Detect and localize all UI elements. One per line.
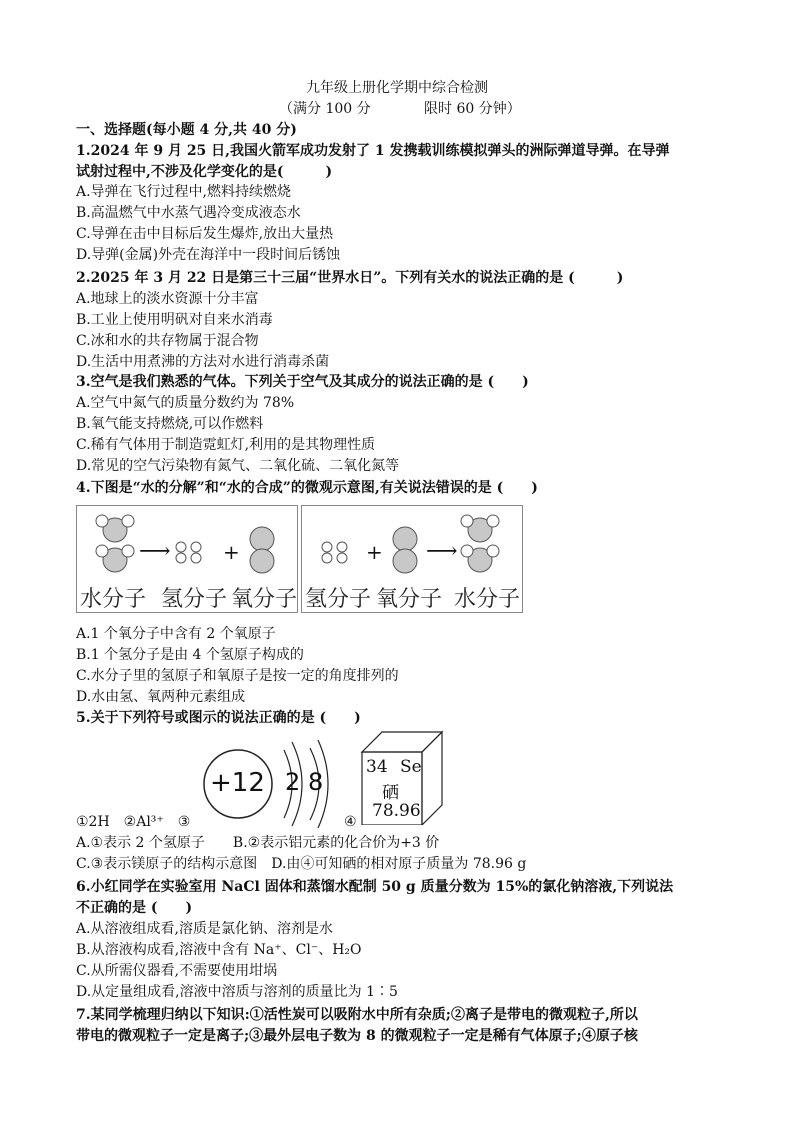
element-symbol: Se — [400, 757, 422, 777]
water-molecule-label: 水分子 — [80, 587, 147, 612]
reaction-arrow-icon: ⟶ — [426, 539, 458, 564]
q5-options-ab: A.①表示 2 个氢原子 B.②表示铝元素的化合价为+3 价 — [76, 835, 440, 851]
q2-option-d: D.生活中用煮沸的方法对水进行消毒杀菌 — [76, 354, 330, 370]
atomic-mass: 78.96 — [372, 801, 421, 821]
section-heading: 一、选择题(每小题 4 分,共 40 分) — [76, 122, 297, 138]
q3-option-b: B.氧气能支持燃烧,可以作燃料 — [76, 416, 264, 432]
synthesis-molecules — [302, 506, 522, 576]
q3-option-c: C.稀有气体用于制造霓虹灯,利用的是其物理性质 — [76, 437, 376, 453]
atom-structure-diagram — [200, 740, 340, 828]
water-decomposition-diagram — [76, 505, 298, 613]
q5-symbols: ①2H ②Al³⁺ ③ — [76, 814, 191, 830]
plus-icon: + — [223, 540, 240, 564]
exam-title: 九年级上册化学期中综合检测 — [306, 80, 488, 96]
shell-2-electrons: 8 — [308, 768, 324, 796]
hydrogen-molecule-label: 氢分子 — [305, 587, 372, 612]
q6-stem-line2: 不正确的是 ( ) — [76, 900, 193, 916]
decomposition-molecules — [77, 506, 297, 576]
q4-stem: 4.下图是“水的分解”和“水的合成”的微观示意图,有关说法错误的是 ( ) — [76, 480, 538, 496]
q1-option-b: B.高温燃气中水蒸气遇冷变成液态水 — [76, 205, 301, 221]
reaction-arrow-icon: ⟶ — [139, 539, 171, 564]
q7-line1: 7.某同学梳理归纳以下知识:①活性炭可以吸附水中所有杂质;②离子是带电的微观粒子,所以 — [76, 1007, 638, 1023]
q4-option-c: C.水分子里的氢原子和氧原子是按一定的角度排列的 — [76, 668, 399, 684]
q4-option-b: B.1 个氢分子是由 4 个氢原子构成的 — [76, 647, 304, 663]
q3-option-a: A.空气中氮气的质量分数约为 78% — [76, 395, 295, 411]
plus-icon: + — [366, 540, 383, 564]
nucleus-charge: +12 — [210, 768, 265, 798]
hydrogen-molecule-label: 氢分子 — [161, 587, 228, 612]
q4-option-d: D.水由氢、氧两种元素组成 — [76, 689, 246, 705]
oxygen-molecule-label: 氧分子 — [231, 587, 298, 612]
oxygen-molecule-label: 氧分子 — [376, 587, 443, 612]
element-name: 硒 — [382, 783, 399, 803]
score-info: （满分 100 分 — [279, 101, 371, 117]
q1-option-d: D.导弹(金属)外壳在海洋中一段时间后锈蚀 — [76, 247, 341, 263]
q3-option-d: D.常见的空气污染物有氮气、二氧化硫、二氧化氮等 — [76, 458, 400, 474]
q2-option-a: A.地球上的淡水资源十分丰富 — [76, 291, 259, 307]
q1-stem-line2: 试射过程中,不涉及化学变化的是( ) — [76, 164, 333, 180]
q7-line2: 带电的微观粒子一定是离子;③最外层电子数为 8 的微观粒子一定是稀有气体原子;④原子核 — [76, 1028, 638, 1044]
q6-option-c: C.从所需仪器看,不需要使用坩埚 — [76, 963, 278, 979]
q1-option-a: A.导弹在飞行过程中,燃料持续燃烧 — [76, 184, 292, 200]
q3-stem: 3.空气是我们熟悉的气体。下列关于空气及其成分的说法正确的是 ( ) — [76, 374, 529, 390]
q1-stem-line1: 1.2024 年 9 月 25 日,我国火箭军成功发射了 1 发携载训练模拟弹头的洲际弹道导弹。在导弹 — [76, 143, 670, 159]
element-cell-selenium — [360, 730, 444, 825]
q5-options-cd: C.③表示镁原子的结构示意图 D.由④可知硒的相对原子质量为 78.96 g — [76, 856, 527, 872]
time-info: 限时 60 分钟） — [424, 101, 521, 117]
q6-option-d: D.从定量组成看,溶液中溶质与溶剂的质量比为 1∶5 — [76, 984, 398, 1000]
q5-stem: 5.关于下列符号或图示的说法正确的是 ( ) — [76, 710, 361, 726]
q6-option-b: B.从溶液构成看,溶液中含有 Na⁺、Cl⁻、H₂O — [76, 942, 362, 958]
water-molecule-label: 水分子 — [454, 587, 521, 612]
atomic-number: 34 — [366, 757, 388, 777]
q2-stem: 2.2025 年 3 月 22 日是第三十三届“世界水日”。下列有关水的说法正确的是 ( ) — [76, 270, 624, 286]
water-synthesis-diagram — [301, 505, 523, 613]
shell-1-electrons: 2 — [285, 768, 301, 796]
q5-mark-4: ④ — [344, 814, 357, 830]
q1-option-c: C.导弹在击中目标后发生爆炸,放出大量热 — [76, 226, 334, 242]
q4-option-a: A.1 个氧分子中含有 2 个氧原子 — [76, 626, 276, 642]
q2-option-c: C.冰和水的共存物属于混合物 — [76, 333, 259, 349]
q6-option-a: A.从溶液组成看,溶质是氯化钠、溶剂是水 — [76, 921, 334, 937]
q6-stem-line1: 6.小红同学在实验室用 NaCl 固体和蒸馏水配制 50 g 质量分数为 15%的氯化钠溶液,下列说法 — [76, 879, 674, 895]
q2-option-b: B.工业上使用明矾对自来水消毒 — [76, 312, 273, 328]
